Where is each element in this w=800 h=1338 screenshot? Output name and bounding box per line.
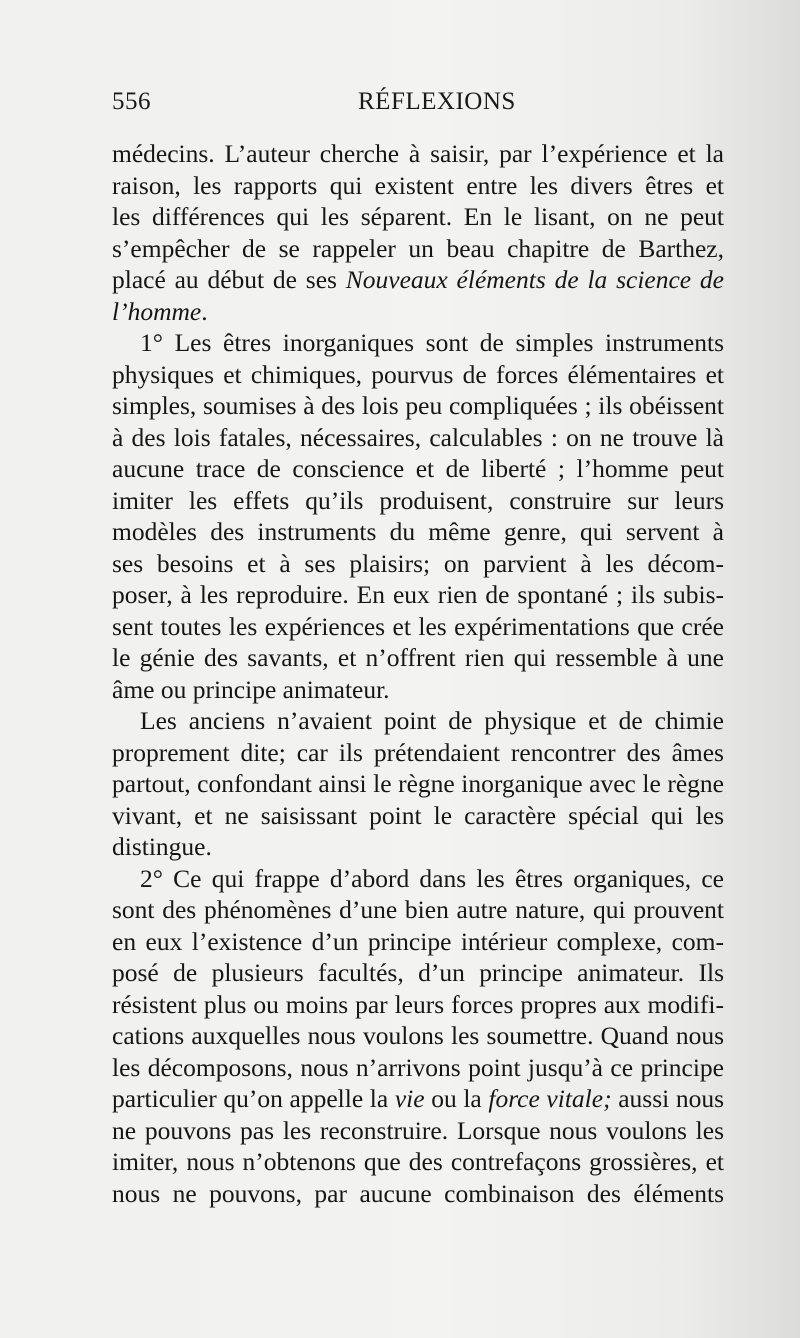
- text-line: ses besoins et à ses plaisirs; on parvient à les décom-: [112, 548, 724, 578]
- body-text: [112, 138, 724, 1209]
- running-title: RÉFLEXIONS: [358, 88, 516, 115]
- text-line: l’homme.: [112, 296, 208, 326]
- text-line: imiter les effets qu’ils produisent, construire sur leurs: [112, 485, 724, 515]
- italic-force-vitale: force vitale;: [488, 1084, 612, 1113]
- italic-book-title: Nouveaux éléments de la science de: [345, 265, 724, 294]
- text-line: à des lois fatales, nécessaires, calculables : on ne trouve là: [112, 422, 724, 452]
- text-segment: particulier qu’on appelle la: [112, 1084, 389, 1113]
- text-line: ne pouvons pas les reconstruire. Lorsque nous voulons les: [112, 1115, 724, 1145]
- text-line: modèles des instruments du même genre, qui servent à: [112, 517, 724, 546]
- text-line: raison, les rapports qui existent entre les divers êtres et: [112, 170, 724, 200]
- text-line: les décomposons, nous n’arrivons point jusqu’à ce principe: [112, 1052, 724, 1082]
- text-line: nous ne pouvons, par aucune combinaison des éléments: [112, 1178, 724, 1208]
- text-line: aucune trace de conscience et de liberté ; l’homme peut: [112, 454, 724, 483]
- text-line: cations auxquelles nous voulons les soumettre. Quand nous: [112, 1021, 724, 1050]
- text-line: s’empêcher de se rappeler un beau chapitre de Barthez,: [112, 233, 724, 263]
- italic-word-vie: vie: [394, 1084, 425, 1113]
- text-line: en eux l’existence d’un principe intérieur complexe, com-: [112, 926, 724, 956]
- text-line: physiques et chimiques, pourvus de forces élémentaires et: [112, 359, 724, 389]
- page-number: 556: [112, 88, 151, 115]
- text-line: résistent plus ou moins par leurs forces propres aux modifi-: [112, 989, 724, 1019]
- text-line: sont des phénomènes d’une bien autre nature, qui prouvent: [112, 895, 724, 924]
- text-line: imiter, nous n’obtenons que des contrefaçons grossières, et: [112, 1147, 724, 1176]
- text-line: Les anciens n’avaient point de physique et de chimie: [140, 706, 724, 735]
- text-segment: ou la: [424, 1084, 489, 1113]
- text-line: âme ou principe animateur.: [112, 674, 390, 704]
- text-line: 2° Ce qui frappe d’abord dans les êtres organiques, ce: [140, 863, 724, 893]
- text-line: médecins. L’auteur cherche à saisir, par l’expérience et la: [112, 139, 724, 168]
- text-line: poser, à les reproduire. En eux rien de spontané ; ils subis-: [112, 580, 724, 609]
- text-line: sent toutes les expériences et les expérimentations que crée: [112, 611, 724, 641]
- text-segment: placé au début de ses: [112, 265, 337, 294]
- text-line: vivant, et ne saisissant point le caractère spécial qui les: [112, 800, 724, 830]
- text-segment: aussi nous: [611, 1084, 725, 1113]
- text-line: simples, soumises à des lois peu compliquées ; ils obéissent: [112, 391, 724, 420]
- text-line: posé de plusieurs facultés, d’un principe animateur. Ils: [112, 958, 724, 987]
- text-line: les différences qui les séparent. En le lisant, on ne peut: [112, 202, 724, 231]
- text-line: partout, confondant ainsi le règne inorganique avec le règne: [112, 769, 724, 798]
- text-line: [112, 264, 724, 296]
- text-line: 1° Les êtres inorganiques sont de simples instruments: [140, 328, 724, 357]
- text-line: proprement dite; car ils prétendaient rencontrer des âmes: [112, 737, 724, 767]
- text-line: le génie des savants, et n’offrent rien qui ressemble à une: [112, 643, 724, 672]
- page-header: [112, 88, 724, 128]
- italic-book-title-end: l’homme: [112, 296, 202, 326]
- text-line: distingue.: [112, 832, 212, 861]
- text-line: [112, 1083, 724, 1115]
